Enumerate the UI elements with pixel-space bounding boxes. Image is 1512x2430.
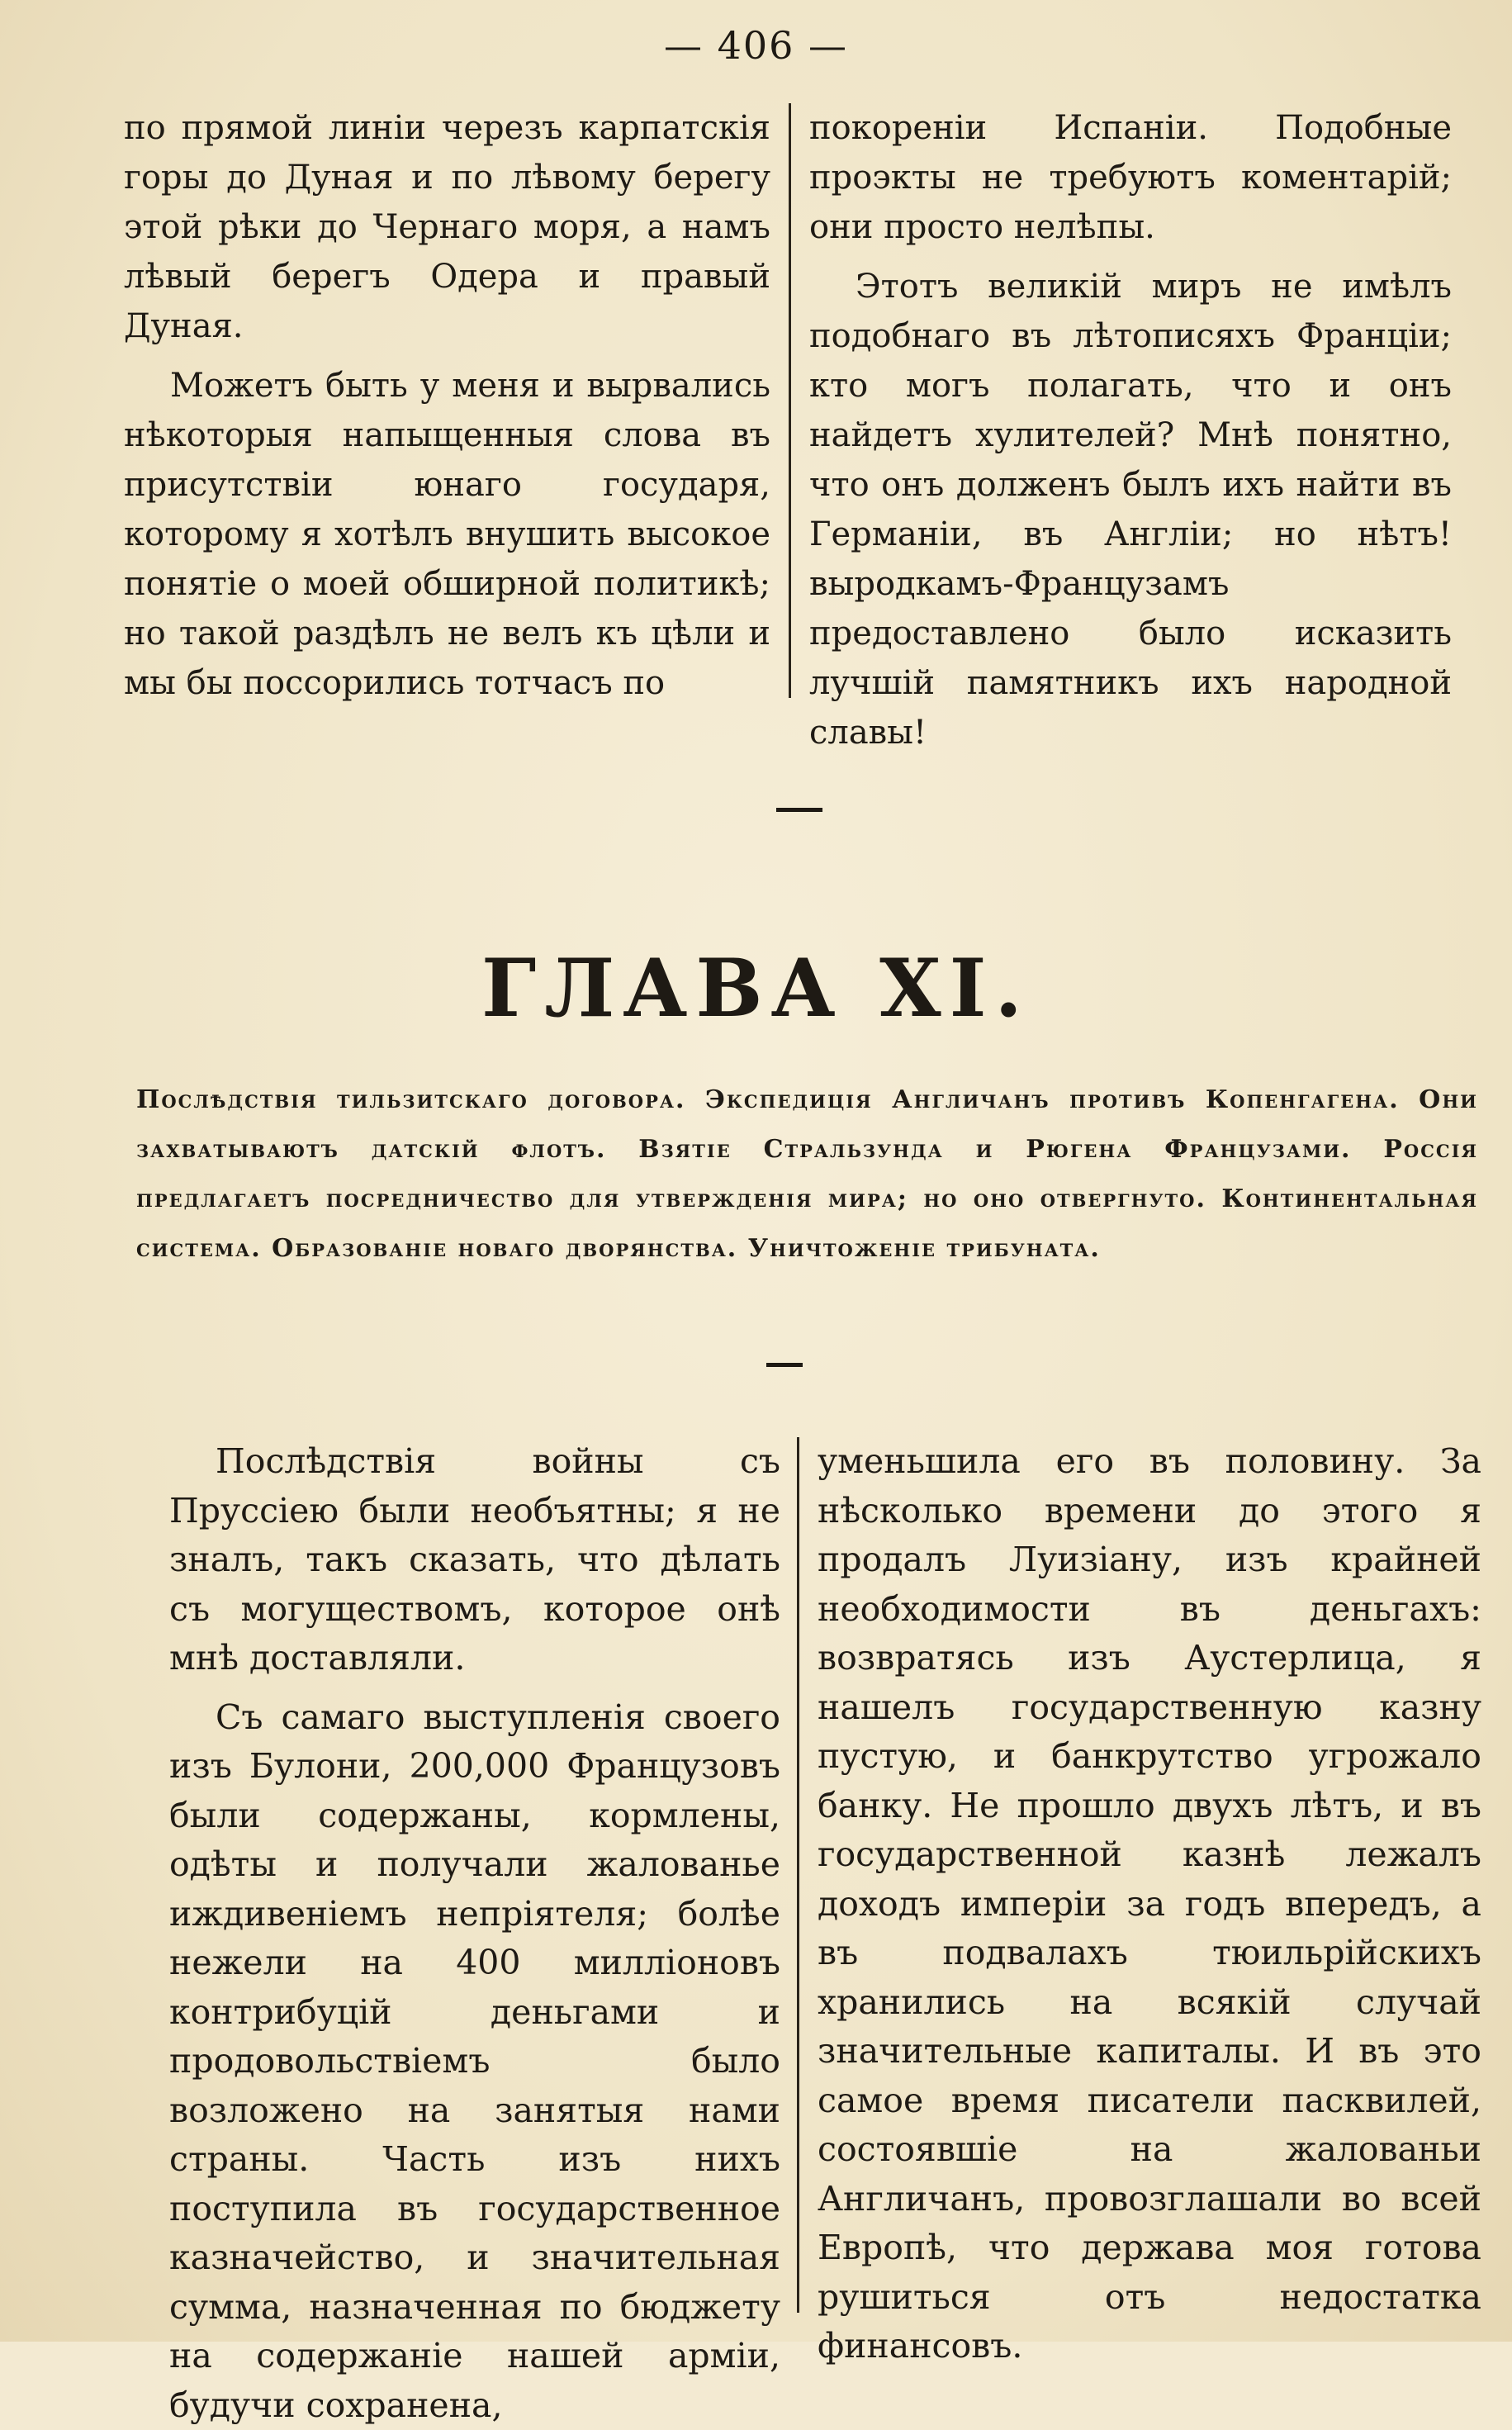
top-left-column xyxy=(124,103,789,698)
bottom-left-column xyxy=(169,1437,797,2313)
paragraph: Послѣдствiя войны съ Пруссiею были необъятны; я не зналъ, такъ сказать, что дѣлать съ могуществомъ, которое онѣ мнѣ доставляли. xyxy=(169,1437,780,1683)
chapter-title: ГЛАВА XI. xyxy=(0,942,1512,1035)
chapter-summary: Послѣдствiя тильзитскаго договора. Экспедицiя Англичанъ противъ Копенгагена. Они захватываютъ датскiй флотъ. Взятiе Стральзунда и Рюгена Французами. Россiя предлагаетъ посредничество для утвержденiя мира; но оно отвергнуто. Континентальная система. Образованiе новаго дворянства. Уничтоженiе трибуната. xyxy=(136,1075,1478,1274)
top-columns xyxy=(124,103,1470,698)
paragraph: Этотъ великiй миръ не имѣлъ подобнаго въ лѣтописяхъ Францiи; кто могъ полагать, что и онъ найдетъ хулителей? Мнѣ понятно, что онъ долженъ былъ ихъ найти въ Германiи, въ Англiи; но нѣтъ! выродкамъ-Французамъ предоставлено было исказить лучшiй памятникъ ихъ народной славы! xyxy=(809,262,1452,757)
bottom-right-column xyxy=(799,1437,1481,2313)
page-number: — 406 — xyxy=(0,23,1512,68)
top-right-column xyxy=(791,103,1452,698)
paragraph: покоренiи Испанiи. Подобные проэкты не требуютъ коментарiй; они просто нелѣпы. xyxy=(809,103,1452,252)
section-separator xyxy=(766,1363,803,1367)
bottom-columns xyxy=(169,1437,1482,2313)
paragraph: по прямой линiи черезъ карпатскiя горы до Дуная и по лѣвому берегу этой рѣки до Чернаго моря, а намъ лѣвый берегъ Одера и правый Дуная. xyxy=(124,103,770,351)
paragraph: Съ самаго выступленiя своего изъ Булони, 200,000 Французовъ были содержаны, кормлены, одѣты и получали жалованье иждивенiемъ непрiятеля; болѣе нежели на 400 миллiоновъ контрибуцiй деньгами и продовольствiемъ было возложено на занятыя нами страны. Часть изъ нихъ поступила въ государственное казначейство, и значительная сумма, назначенная по бюджету на содержанiе нашей армiи, будучи сохранена, xyxy=(169,1693,780,2430)
section-separator xyxy=(776,808,822,812)
paragraph: уменьшила его въ половину. За нѣсколько времени до этого я продалъ Луизiану, изъ крайней необходимости въ деньгахъ: возвратясь изъ Аустерлица, я нашелъ государственную казну пустую, и банкрутство угрожало банку. Не прошло двухъ лѣтъ, и въ государственной казнѣ лежалъ доходъ имперiи за годъ впередъ, а въ подвалахъ тюильрiйскихъ хранились на всякiй случай значительные капиталы. И въ это самое время писатели пасквилей, состоявшiе на жалованьи Англичанъ, провозглашали во всей Европѣ, что держава моя готова рушиться отъ недостатка финансовъ. xyxy=(818,1437,1481,2371)
paragraph: Можетъ быть у меня и вырвались нѣкоторыя напыщенныя слова въ присутствiи юнаго государя, которому я хотѣлъ внушить высокое понятiе о моей обширной политикѣ; но такой раздѣлъ не велъ къ цѣли и мы бы поссорились тотчасъ по xyxy=(124,361,770,708)
